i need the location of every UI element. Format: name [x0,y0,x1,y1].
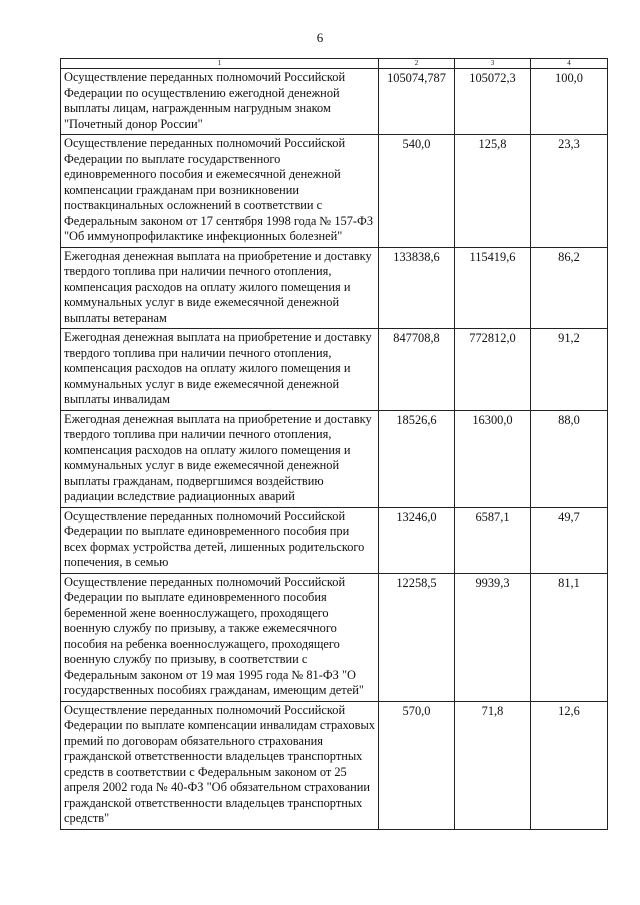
column-number-row [61,59,608,69]
row-description: Осуществление переданных полномочий Российской Федерации по осуществлению ежегодной денежной выплаты лицам, награжденным нагрудным знаком "Почетный донор России" [61,69,379,135]
column-number: 3 [455,59,531,69]
page-number: 6 [316,30,324,45]
row-plan-value: 12258,5 [379,573,455,701]
column-number: 2 [379,59,455,69]
row-description: Ежегодная денежная выплата на приобретение и доставку твердого топлива при наличии печного отопления, компенсация расходов на оплату жилого помещения и коммунальных услуг в виде ежемесячной денежной выплаты инвалидам [61,329,379,411]
row-actual-value: 115419,6 [455,247,531,329]
row-actual-value: 105072,3 [455,69,531,135]
row-description: Ежегодная денежная выплата на приобретение и доставку твердого топлива при наличии печного отопления, компенсация расходов на оплату жилого помещения и коммунальных услуг в виде ежемесячной денежной выплаты гражданам, подвергшимся воздействию радиации вследствие радиационных аварий [61,410,379,507]
row-description: Осуществление переданных полномочий Российской Федерации по выплате единовременного пособия беременной жене военнослужащего, проходящего военную службу по призыву, а также ежемесячного пособия на ребенка военнослужащего, проходящего военную службу по призыву, в соответствии с Федеральным законом от 19 мая 1995 года № 81-ФЗ "О государственных пособиях гражданам, имеющим детей" [61,573,379,701]
table-row [61,69,608,135]
row-actual-value: 71,8 [455,701,531,829]
row-percent-value: 12,6 [531,701,608,829]
row-description: Осуществление переданных полномочий Российской Федерации по выплате компенсации инвалидам страховых премий по договорам обязательного страхования гражданской ответственности владельцев транспортных средств в соответствии с Федеральным законом от 25 апреля 2002 года № 40-ФЗ "Об обязательном страховании гражданской ответственности владельцев транспортных средств" [61,701,379,829]
table-row [61,329,608,411]
row-plan-value: 13246,0 [379,507,455,573]
row-plan-value: 847708,8 [379,329,455,411]
row-actual-value: 9939,3 [455,573,531,701]
row-plan-value: 540,0 [379,135,455,248]
row-percent-value: 88,0 [531,410,608,507]
row-plan-value: 105074,787 [379,69,455,135]
table-row [61,410,608,507]
row-description: Ежегодная денежная выплата на приобретение и доставку твердого топлива при наличии печного отопления, компенсация расходов на оплату жилого помещения и коммунальных услуг в виде ежемесячной денежной выплаты ветеранам [61,247,379,329]
table-row [61,701,608,829]
row-actual-value: 772812,0 [455,329,531,411]
row-percent-value: 81,1 [531,573,608,701]
row-plan-value: 570,0 [379,701,455,829]
row-percent-value: 23,3 [531,135,608,248]
row-actual-value: 16300,0 [455,410,531,507]
row-actual-value: 6587,1 [455,507,531,573]
column-number: 4 [531,59,608,69]
budget-table [60,58,608,830]
table-row [61,247,608,329]
table-row [61,573,608,701]
row-percent-value: 49,7 [531,507,608,573]
row-plan-value: 18526,6 [379,410,455,507]
row-description: Осуществление переданных полномочий Российской Федерации по выплате государственного единовременного пособия и ежемесячной денежной компенсации гражданам при возникновении поствакцинальных осложнений в соответствии с Федеральным законом от 17 сентября 1998 года № 157-ФЗ "Об иммунопрофилактике инфекционных болезней" [61,135,379,248]
row-plan-value: 133838,6 [379,247,455,329]
row-percent-value: 91,2 [531,329,608,411]
column-number: 1 [61,59,379,69]
table-row [61,135,608,248]
row-description: Осуществление переданных полномочий Российской Федерации по выплате единовременного пособия при всех формах устройства детей, лишенных родительского попечения, в семью [61,507,379,573]
table-row [61,507,608,573]
row-percent-value: 86,2 [531,247,608,329]
row-percent-value: 100,0 [531,69,608,135]
row-actual-value: 125,8 [455,135,531,248]
